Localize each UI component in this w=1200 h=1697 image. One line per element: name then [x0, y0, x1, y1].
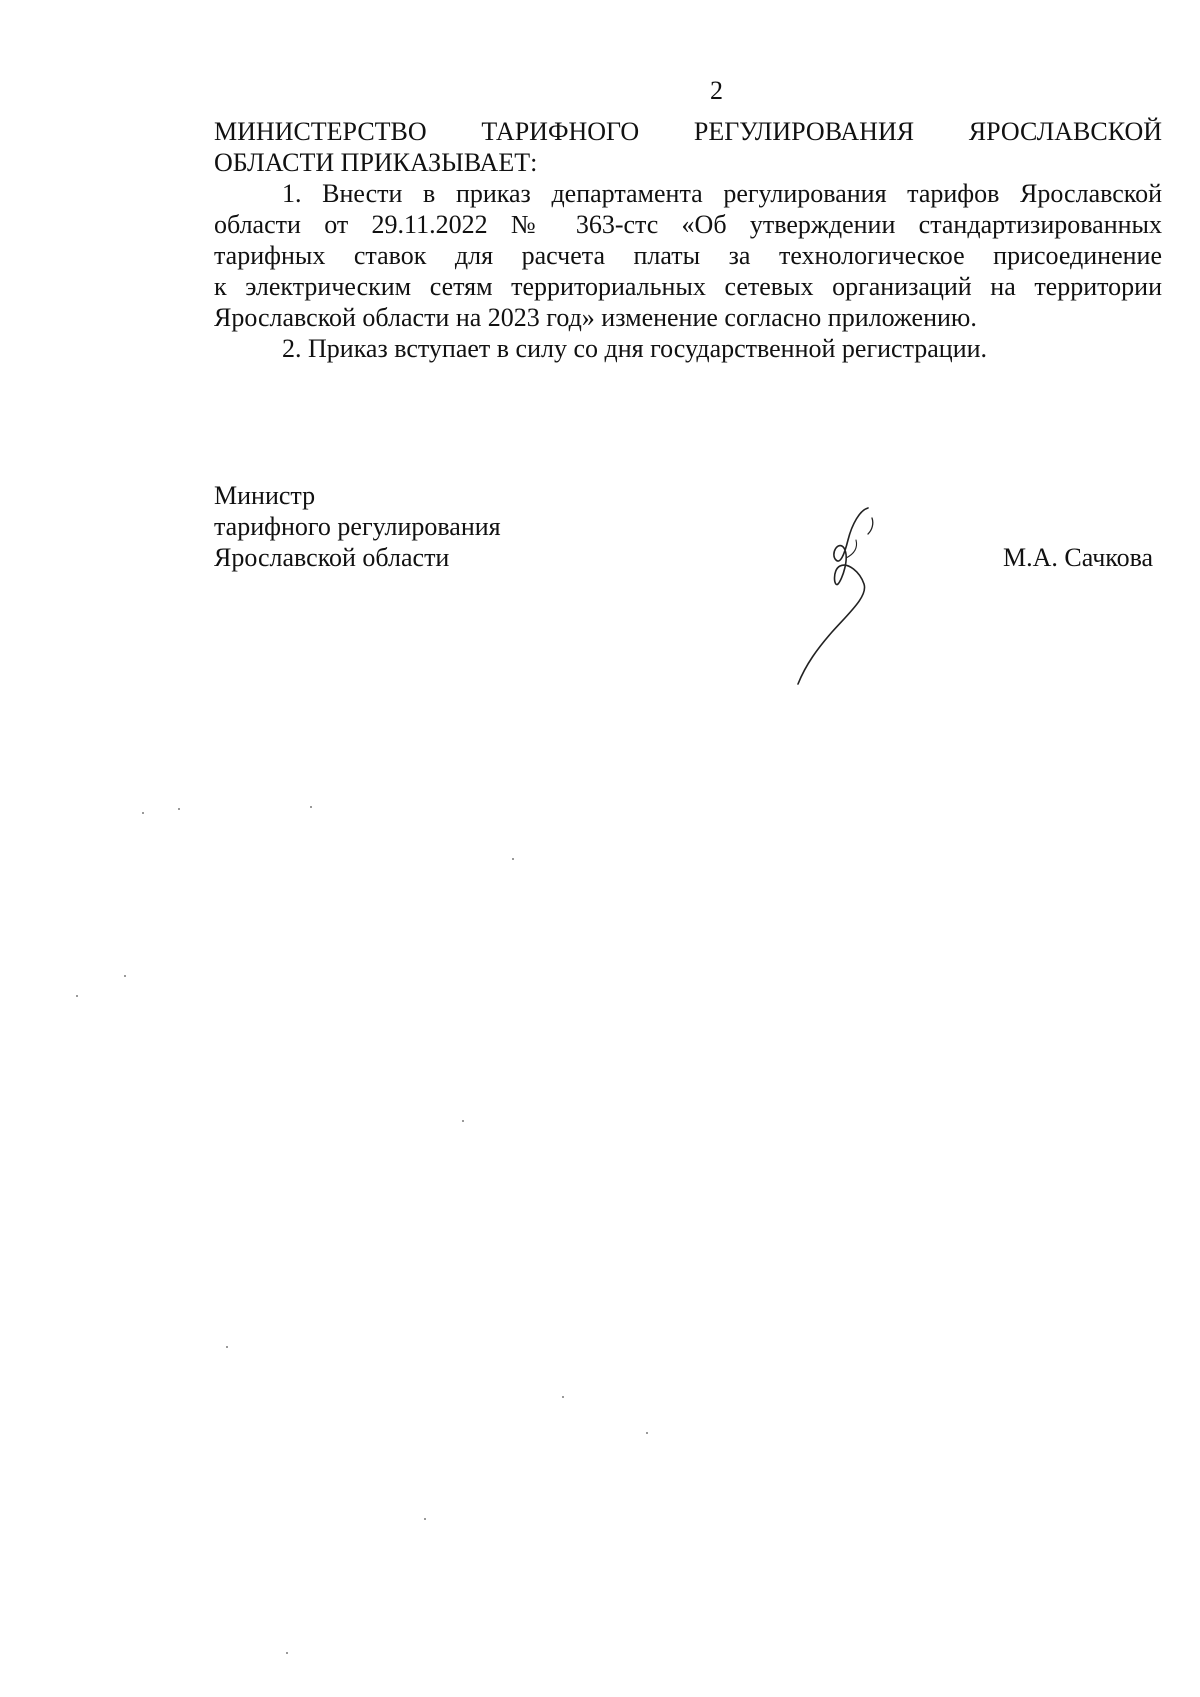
preamble-line-1: МИНИСТЕРСТВО ТАРИФНОГО РЕГУЛИРОВАНИЯ ЯРОСЛАВСКОЙ	[214, 117, 1162, 146]
order-body	[214, 116, 1162, 364]
signature-position	[214, 480, 501, 573]
item1-line-4: к электрическим сетям территориальных сетевых организаций на территории	[214, 272, 1162, 301]
scan-speck	[310, 806, 312, 808]
handwritten-signature	[760, 500, 910, 690]
signature-position-line-3: Ярославской области	[214, 543, 450, 572]
scan-speck	[424, 1518, 426, 1520]
page-number: 2	[710, 76, 723, 105]
item1-line-2: области от 29.11.2022 № 363-стс «Об утверждении стандартизированных	[214, 210, 1162, 239]
signer-name: М.А. Сачкова	[1003, 543, 1154, 572]
scan-speck	[512, 858, 514, 860]
scan-speck	[646, 1432, 648, 1434]
signature-position-line-1: Министр	[214, 481, 316, 510]
signature-position-line-2: тарифного регулирования	[214, 512, 501, 541]
item1-line-5: Ярославской области на 2023 год» изменение согласно приложению.	[214, 303, 977, 332]
scan-speck	[226, 1346, 228, 1348]
scan-speck	[76, 995, 78, 997]
scan-speck	[178, 808, 180, 810]
item2-paragraph: 2. Приказ вступает в силу со дня государственной регистрации.	[282, 334, 988, 363]
scan-speck	[142, 812, 144, 814]
item1-line-3: тарифных ставок для расчета платы за технологическое присоединение	[214, 241, 1162, 270]
preamble-line-2: ОБЛАСТИ ПРИКАЗЫВАЕТ:	[214, 148, 538, 177]
item1-line-1: 1. Внести в приказ департамента регулирования тарифов Ярославской	[282, 179, 1162, 208]
scan-speck	[124, 975, 126, 977]
scan-speck	[562, 1396, 564, 1398]
scan-speck	[462, 1120, 464, 1122]
scan-speck	[286, 1652, 288, 1654]
